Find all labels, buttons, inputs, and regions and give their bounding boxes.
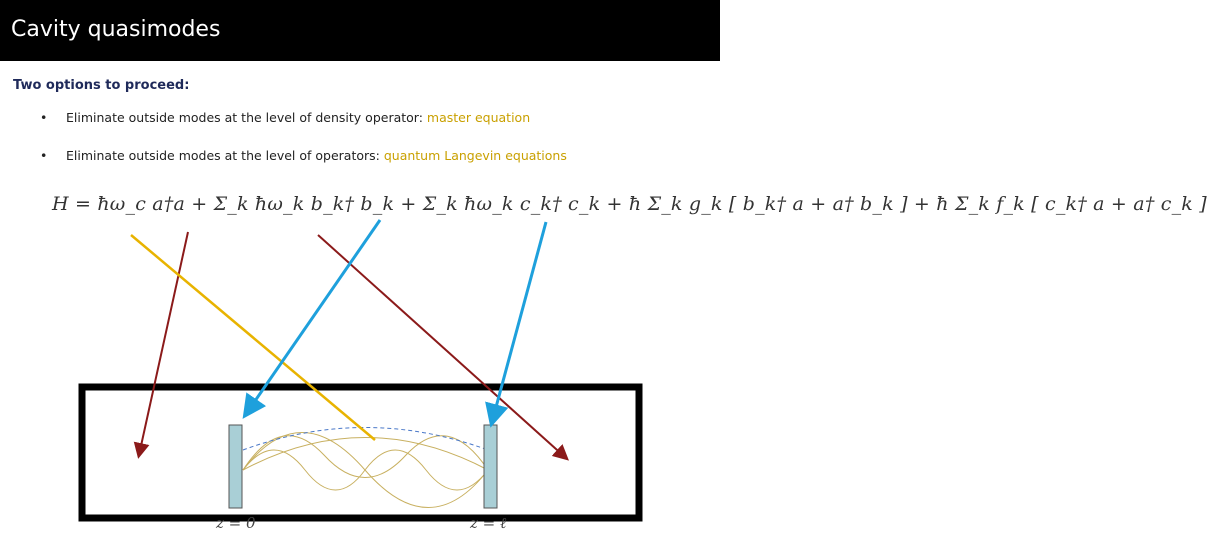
hamiltonian-formula: H = ħω_c a†a + Σ_k ħω_k b_k† b_k + Σ_k ħω_k c_k† c_k + ħ Σ_k g_k [ b_k† a + a† b_k ] + ħ Σ_k f_k [ c_k† a + a† c_k ] (52, 193, 1207, 215)
cavity-frame (82, 387, 639, 518)
bullet-marker: • (40, 110, 48, 125)
bullet-highlight: quantum Langevin equations (383, 148, 567, 163)
arrow-yellow-cavity-mode (131, 235, 375, 440)
subheading: Two options to proceed: (13, 78, 190, 93)
left-mirror-label: z = 0 (216, 514, 256, 532)
right-mirror-label: z = ℓ (470, 514, 507, 532)
bullet-highlight: master equation (426, 110, 531, 125)
cavity-mode-curves (243, 428, 488, 508)
bullet-text: Eliminate outside modes at the level of operators: (66, 148, 384, 163)
slide-title: Cavity quasimodes (11, 17, 221, 42)
mode-curve (243, 450, 488, 490)
arrow-red-bath-left (139, 232, 188, 455)
right-mirror (484, 425, 497, 508)
arrow-blue-right-mirror (492, 222, 546, 422)
left-mirror (229, 425, 242, 508)
bullet-text: Eliminate outside modes at the level of density operator: (66, 110, 427, 125)
bullet-marker: • (40, 148, 48, 163)
mode-curve (243, 438, 488, 471)
